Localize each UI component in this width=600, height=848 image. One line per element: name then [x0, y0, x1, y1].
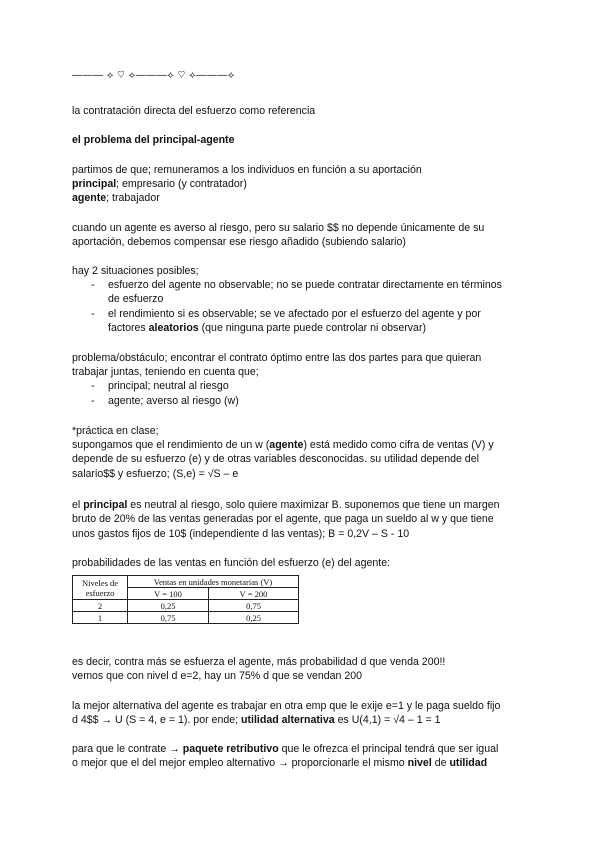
utilidad-term: utilidad	[449, 757, 488, 769]
bullet-dash: -	[91, 380, 95, 392]
agente-term: agente	[269, 439, 304, 451]
principal-para-line2: bruto de 20% de las ventas generadas por el agente, que paga un sueldo al w y que tiene	[72, 513, 494, 525]
final-line2	[72, 756, 487, 770]
row-effort: 1	[73, 612, 128, 624]
alternative-post: es U(4,1) = √4 – 1 = 1	[334, 714, 441, 726]
paquete-retributivo-term: paquete retributivo	[182, 743, 279, 755]
table-header-row	[73, 576, 299, 588]
principal-term: principal	[83, 499, 128, 511]
row-effort: 2	[73, 600, 128, 612]
aleatorios-term: aleatorios	[148, 322, 199, 334]
final-line2-pre: o mejor que el del mejor empleo alternativo → proporcionarle el mismo	[72, 757, 408, 769]
alternative-pre: d 4$$ → U (S = 4, e = 1). por ende;	[72, 714, 242, 726]
intro-text: la contratación directa del esfuerzo como referencia	[72, 105, 316, 117]
practice-line2-pre: supongamos que el rendimiento de un w (	[72, 439, 270, 451]
bullet-dash: -	[91, 395, 95, 407]
alternative-line2	[72, 713, 441, 727]
row-v100: 0,25	[128, 600, 209, 612]
practice-line3: depende de su esfuerzo (e) y de otras variables desconocidas. su utilidad depende del	[72, 453, 479, 465]
conclusion-line1: es decir, contra más se esfuerza el agente, más probabilidad d que venda 200!!	[72, 656, 446, 668]
final-post: que le ofrezca el principal tendrá que ser igual	[278, 743, 499, 755]
practice-line2-post: ) está medido como cifra de ventas (V) y	[303, 439, 494, 451]
agente-definition: ; trabajador	[106, 192, 160, 204]
principal-para-post: es neutral al riesgo, solo quiere maximizar B. suponemos que tiene un margen	[127, 499, 500, 511]
p2-line1: cuando un agente es averso al riesgo, pero su salario $$ no depende únicamente de su	[72, 222, 485, 234]
header-v100: V = 100	[128, 588, 209, 600]
problem-line2: trabajar juntas, teniendo en cuenta que;	[72, 366, 259, 378]
principal-definition: ; empresario (y contratador)	[116, 178, 247, 190]
principal-term: principal	[72, 178, 117, 190]
probability-table	[72, 575, 299, 624]
problem-item-agente: agente; averso al riesgo (w)	[108, 395, 239, 407]
p1-agente-line	[72, 191, 160, 205]
header-effort-line1: Niveles de	[81, 577, 119, 588]
situation-2-line2	[108, 321, 426, 335]
utilidad-alternativa-term: utilidad alternativa	[241, 714, 335, 726]
principal-para-pre: el	[72, 499, 84, 511]
final-line1	[72, 742, 498, 756]
agente-term: agente	[72, 192, 107, 204]
final-line2-mid: de	[431, 757, 450, 769]
principal-para-line3: unos gastos fijos de 10$ (independiente d las ventas); B = 0,2V – S - 10	[72, 528, 410, 540]
p1-line1: partimos de que; remuneramos a los individuos en función a su aportación	[72, 164, 422, 176]
situation-1-line1: esfuerzo del agente no observable; no se puede contratar directamente en términos	[108, 279, 502, 291]
header-effort-levels	[73, 576, 128, 600]
situation-2-post: (que ninguna parte puede controlar ni observar)	[198, 322, 427, 334]
section-heading: el problema del principal-agente	[72, 134, 235, 146]
practice-title: *práctica en clase;	[72, 425, 159, 437]
table-row	[73, 600, 299, 612]
row-v100: 0,75	[128, 612, 209, 624]
bullet-dash: -	[91, 308, 95, 320]
alternative-line1: la mejor alternativa del agente es trabajar en otra emp que le exije e=1 y le paga sueldo fijo	[72, 700, 501, 712]
nivel-term: nivel	[407, 757, 432, 769]
row-v200: 0,25	[209, 612, 299, 624]
header-v200: V = 200	[209, 588, 299, 600]
situation-2-line1: el rendimiento si es observable; se ve afectado por el esfuerzo del agente y por	[108, 308, 481, 320]
principal-para-line1	[72, 498, 500, 512]
situation-1-line2: de esfuerzo	[108, 293, 164, 305]
problem-item-principal: principal; neutral al riesgo	[108, 380, 229, 392]
problem-line1: problema/obstáculo; encontrar el contrato óptimo entre las dos partes para que quieran	[72, 352, 482, 364]
bullet-dash: -	[91, 279, 95, 291]
p2-line2: aportación, debemos compensar ese riesgo añadido (subiendo salario)	[72, 236, 406, 248]
table-row	[73, 612, 299, 624]
practice-line4: salario$$ y esfuerzo; (S,e) = √S – e	[72, 468, 239, 480]
table-intro: probabilidades de las ventas en función del esfuerzo (e) del agente:	[72, 557, 391, 569]
situation-2-pre: factores	[108, 322, 149, 334]
row-v200: 0,75	[209, 600, 299, 612]
situations-intro: hay 2 situaciones posibles;	[72, 265, 199, 277]
conclusion-line2: vemos que con nivel d e=2, hay un 75% d que se vendan 200	[72, 670, 363, 682]
practice-line2	[72, 438, 494, 452]
p1-principal-line	[72, 177, 247, 191]
final-pre: para que le contrate →	[72, 743, 183, 755]
header-sales: Ventas en unidades monetarias (V)	[128, 576, 299, 588]
decorative-divider: ——— ⟡ ♡ ⟡———⟡ ♡ ⟡———⟡	[72, 70, 235, 81]
header-effort-line2: esfuerzo	[85, 587, 115, 598]
